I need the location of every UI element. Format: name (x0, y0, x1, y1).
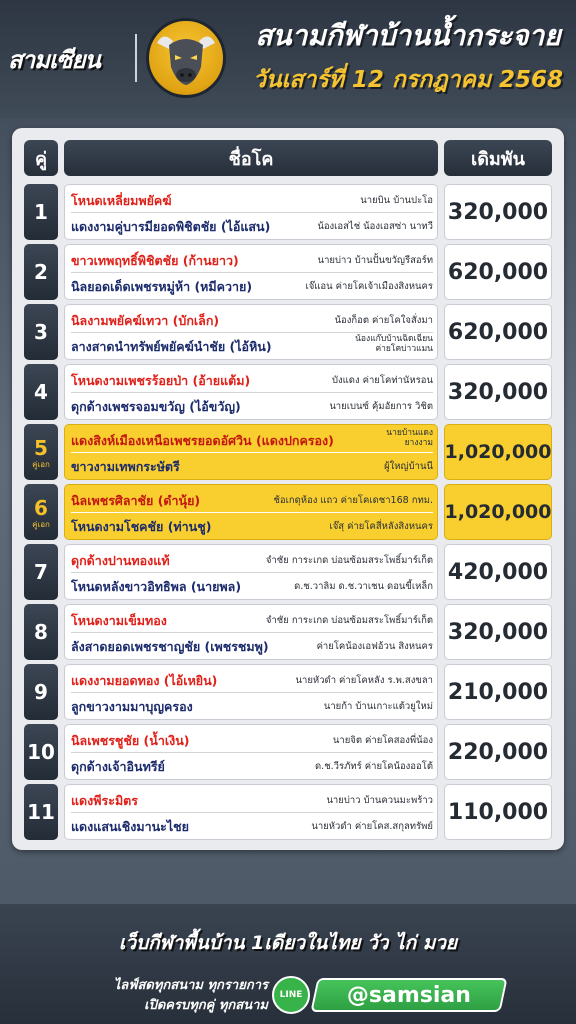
blue-corner-owner (384, 459, 433, 474)
blue-corner-owner (317, 639, 433, 654)
blue-corner-line (71, 513, 433, 539)
owner-text-2: ค่ายโคบ่าวแมน (375, 344, 433, 354)
owner-text: น้องแก๊บบ้านฉิดเฉียน (355, 334, 433, 344)
red-corner-owner (273, 493, 433, 508)
logo-text: สามเซียน (8, 46, 100, 74)
matchup (64, 484, 438, 540)
owner-text: นายบ้านแดง (386, 428, 433, 438)
blue-corner-owner (305, 279, 433, 294)
red-corner-owner (332, 373, 433, 388)
blue-corner-line (71, 693, 433, 719)
pair-number-text: 6 (34, 495, 48, 520)
pair-number (24, 304, 58, 360)
red-corner-owner (318, 253, 433, 268)
pair-number-text: 3 (34, 320, 48, 344)
red-corner-line (71, 247, 433, 273)
owner-text: นายบิน บ้านปะโอ (360, 195, 433, 206)
pair-number-text: 2 (34, 260, 48, 284)
owner-text: เจ๊สุ ค่ายโคสี่หลังสิงหนคร (329, 521, 433, 532)
blue-corner-owner (294, 579, 433, 594)
line-id-button[interactable] (310, 978, 507, 1012)
event-date: วันเสาร์ที่ 12 กรกฎาคม 2568 (252, 67, 564, 93)
owner-text: เจ๊แอน ค่ายโคเจ้าเมืองสิงหนคร (305, 281, 433, 292)
pair-number (24, 724, 58, 780)
matchup (64, 184, 438, 240)
blue-corner-bull: โหนดหลังขาวอิทธิพล (นายพล) (71, 579, 242, 594)
pair-number (24, 244, 58, 300)
line-id-text: @samsian (346, 982, 471, 1008)
bet-amount: 320,000 (444, 184, 552, 240)
owner-text: ด.ช.วีรภัทร์ ค่ายโคน้องออโต้ (315, 761, 433, 772)
red-corner-owner (266, 553, 433, 568)
blue-corner-bull: แดงแสนเชิงมานะไชย (71, 819, 189, 834)
fight-row (24, 784, 552, 840)
blue-corner-bull: ลังสาดยอดเพชรชาญชัย (เพชรชมพู) (71, 639, 269, 654)
blue-corner-line (71, 573, 433, 599)
blue-corner-line (71, 753, 433, 779)
fight-row (24, 724, 552, 780)
pair-number-text: 5 (34, 435, 48, 460)
matchup (64, 664, 438, 720)
owner-text: จำชัย การะเกด บ่อนซ้อมสระโพธิ์มาร์เก็ต (265, 615, 433, 626)
red-corner-bull: แดงสิงห์เมืองเหนือเพชรยอดอัศวิน (แดงปกครอง) (71, 433, 334, 448)
fight-row (24, 244, 552, 300)
main-event-label: คู่เอก (32, 459, 50, 469)
blue-corner-line (71, 813, 433, 839)
red-corner-owner (335, 313, 433, 328)
owner-text: จำชัย การะเกด บ่อนซ้อมสระโพธิ์มาร์เก็ต (265, 555, 433, 566)
owner-text: บังแดง ค่ายโคท่านัหรอน (332, 375, 433, 386)
blue-corner-owner (317, 219, 433, 234)
bet-amount: 420,000 (444, 544, 552, 600)
bet-amount: 110,000 (444, 784, 552, 840)
pair-number (24, 544, 58, 600)
red-corner-bull: โหนดเหลี่ยมพยัคฆ์ (71, 193, 172, 208)
bet-amount: 210,000 (444, 664, 552, 720)
red-corner-line (71, 547, 433, 573)
owner-text: นายบ่าว บ้านควนมะพร้าว (326, 795, 433, 806)
owner-text-2: ยางงาม (404, 438, 433, 448)
fight-row (24, 604, 552, 660)
red-corner-owner (333, 733, 433, 748)
owner-text: นายจิต ค่ายโคสองพี่น้อง (332, 735, 433, 746)
blue-corner-line (71, 633, 433, 659)
fight-row (24, 304, 552, 360)
fight-row (24, 664, 552, 720)
pair-number-text: 9 (34, 680, 48, 704)
blue-corner-line (71, 213, 433, 239)
pair-number (24, 604, 58, 660)
red-corner-bull: แดงพีระมิตร (71, 793, 139, 808)
matchup (64, 784, 438, 840)
col-header-name: ชื่อโค (64, 140, 438, 176)
red-corner-line (71, 307, 433, 333)
blue-corner-bull: โหนดงามโชคชัย (ท่านชู) (71, 519, 212, 534)
red-corner-bull: แดงงามยอดทอง (ไอ้เหยิน) (71, 673, 218, 688)
bet-amount: 320,000 (444, 604, 552, 660)
line-app-icon[interactable]: LINE (272, 976, 310, 1014)
pair-number-text: 4 (34, 380, 48, 404)
owner-text: ผู้ใหญ่บ้านนี (384, 461, 433, 472)
fight-card-table (12, 128, 564, 850)
fight-row (24, 544, 552, 600)
blue-corner-owner (324, 699, 433, 714)
matchup (64, 364, 438, 420)
page-title: สนามกีฬาบ้านน้ำกระจาย (255, 19, 561, 52)
owner-text: ค่ายโคน้องเอฟอ้วน สิงหนคร (316, 641, 433, 652)
red-corner-bull: นิลเพชรศิลาชัย (ดำนุ้ย) (71, 493, 201, 508)
red-corner-bull: ดุกด้างปานทองแท้ (71, 553, 170, 568)
blue-corner-line (71, 453, 433, 479)
red-corner-line (71, 787, 433, 813)
matchup (64, 244, 438, 300)
pair-number (24, 364, 58, 420)
logo-divider (135, 34, 137, 82)
blue-corner-owner (311, 819, 433, 834)
bet-amount: 1,020,000 (444, 424, 552, 480)
fight-row (24, 184, 552, 240)
blue-corner-line (71, 393, 433, 419)
red-corner-owner (266, 613, 433, 628)
bet-amount: 620,000 (444, 304, 552, 360)
blue-corner-owner (355, 334, 433, 354)
blue-corner-owner (329, 519, 433, 534)
pair-number (24, 784, 58, 840)
owner-text: ช้อเกดุห้อง แถว ค่ายโคเดชา168 กทม. (273, 495, 433, 506)
matchup (64, 724, 438, 780)
col-header-pair: คู่ (24, 140, 58, 176)
main-event-label: คู่เอก (32, 519, 50, 529)
owner-text: นายหัวดำ ค่ายโคส.สกุลทรัพย์ (311, 821, 433, 832)
blue-corner-bull: แดงงามคู่บารมียอดพิชิตชัย (ไอ้แสน) (71, 219, 271, 234)
pair-number (24, 424, 58, 480)
red-corner-line (71, 607, 433, 633)
red-corner-bull: นิลเพชรชูชัย (น้ำเงิน) (71, 733, 190, 748)
live-text-line2: เปิดครบทุกคู่ ทุกสนาม (144, 998, 268, 1013)
pair-number (24, 484, 58, 540)
red-corner-owner (326, 793, 433, 808)
blue-corner-owner (315, 759, 433, 774)
owner-text: นายเบนซ์ คุ้มอัยการ วิชิต (329, 401, 433, 412)
bet-amount: 620,000 (444, 244, 552, 300)
live-text-line1: ไลฟ์สดทุกสนาม ทุกรายการ (113, 978, 268, 993)
bull-logo-icon (146, 18, 226, 98)
red-corner-bull: โหนดงามเพชรร้อยป่า (อ้ายแต้ม) (71, 373, 251, 388)
blue-corner-bull: ดุกด้างเจ้าอินทรีย์ (71, 759, 165, 774)
blue-corner-bull: นิลยอดเด็ดเพชรหมู่ห้า (หมีควาย) (71, 279, 253, 294)
red-corner-owner (360, 193, 433, 208)
blue-corner-line (71, 333, 433, 359)
pair-number-text: 1 (34, 200, 48, 224)
red-corner-line (71, 727, 433, 753)
fight-row (24, 484, 552, 540)
pair-number-text: 7 (34, 560, 48, 584)
pair-number-text: 11 (27, 800, 55, 824)
owner-text: ด.ช.วาลิม ด.ช.วาเชน ดอนขี้เหล็ก (294, 581, 433, 592)
bet-amount: 320,000 (444, 364, 552, 420)
pair-number (24, 184, 58, 240)
fight-row (24, 424, 552, 480)
blue-corner-bull: ลางสาดนำทรัพย์พยัคฆ์นำชัย (ไอ้หิน) (71, 339, 272, 354)
owner-text: นายก้า บ้านเกาะแต้วยูใหม่ (323, 701, 433, 712)
red-corner-owner (296, 673, 433, 688)
red-corner-bull: นิลงามพยัคฆ์เทวา (บักเล็ก) (71, 313, 220, 328)
red-corner-line (71, 667, 433, 693)
bet-amount: 220,000 (444, 724, 552, 780)
blue-corner-owner (329, 399, 433, 414)
bet-amount: 1,020,000 (444, 484, 552, 540)
red-corner-line (71, 367, 433, 393)
matchup (64, 304, 438, 360)
matchup (64, 604, 438, 660)
red-corner-bull: ขาวเทพฤทธิ์พิชิตชัย (ก้านยาว) (71, 253, 239, 268)
pair-number-text: 10 (27, 740, 55, 764)
footer-slogan: เว็บกีฬาพื้นบ้าน 1เดียวในไทย วัว ไก่ มวย (118, 932, 458, 954)
red-corner-line (71, 187, 433, 213)
red-corner-line (71, 487, 433, 513)
pair-number-text: 8 (34, 620, 48, 644)
red-corner-owner (386, 428, 433, 448)
owner-text: น้องก็อต ค่ายโคใจสั่งมา (334, 315, 433, 326)
owner-text: นายบ่าว บ้านปั้นขวัญรีสอร์ท (317, 255, 433, 266)
pair-number (24, 664, 58, 720)
matchup (64, 424, 438, 480)
red-corner-bull: โหนดงามเข็มทอง (71, 613, 167, 628)
owner-text: น้องเอสไช่ น้องเอสซ่า นาทวี (317, 221, 433, 232)
blue-corner-bull: ขาวงามเทพกระษัตรี (71, 459, 180, 474)
red-corner-line (71, 427, 433, 453)
blue-corner-bull: ดุกด้างเพชรจอมขวัญ (ไอ้ขวัญ) (71, 399, 241, 414)
blue-corner-line (71, 273, 433, 299)
matchup (64, 544, 438, 600)
fight-row (24, 364, 552, 420)
col-header-bet: เดิมพัน (444, 140, 552, 176)
blue-corner-bull: ลูกขาวงามมาบุญครอง (71, 699, 193, 714)
owner-text: นายหัวดำ ค่ายโคหลัง ร.พ.สงขลา (295, 675, 433, 686)
